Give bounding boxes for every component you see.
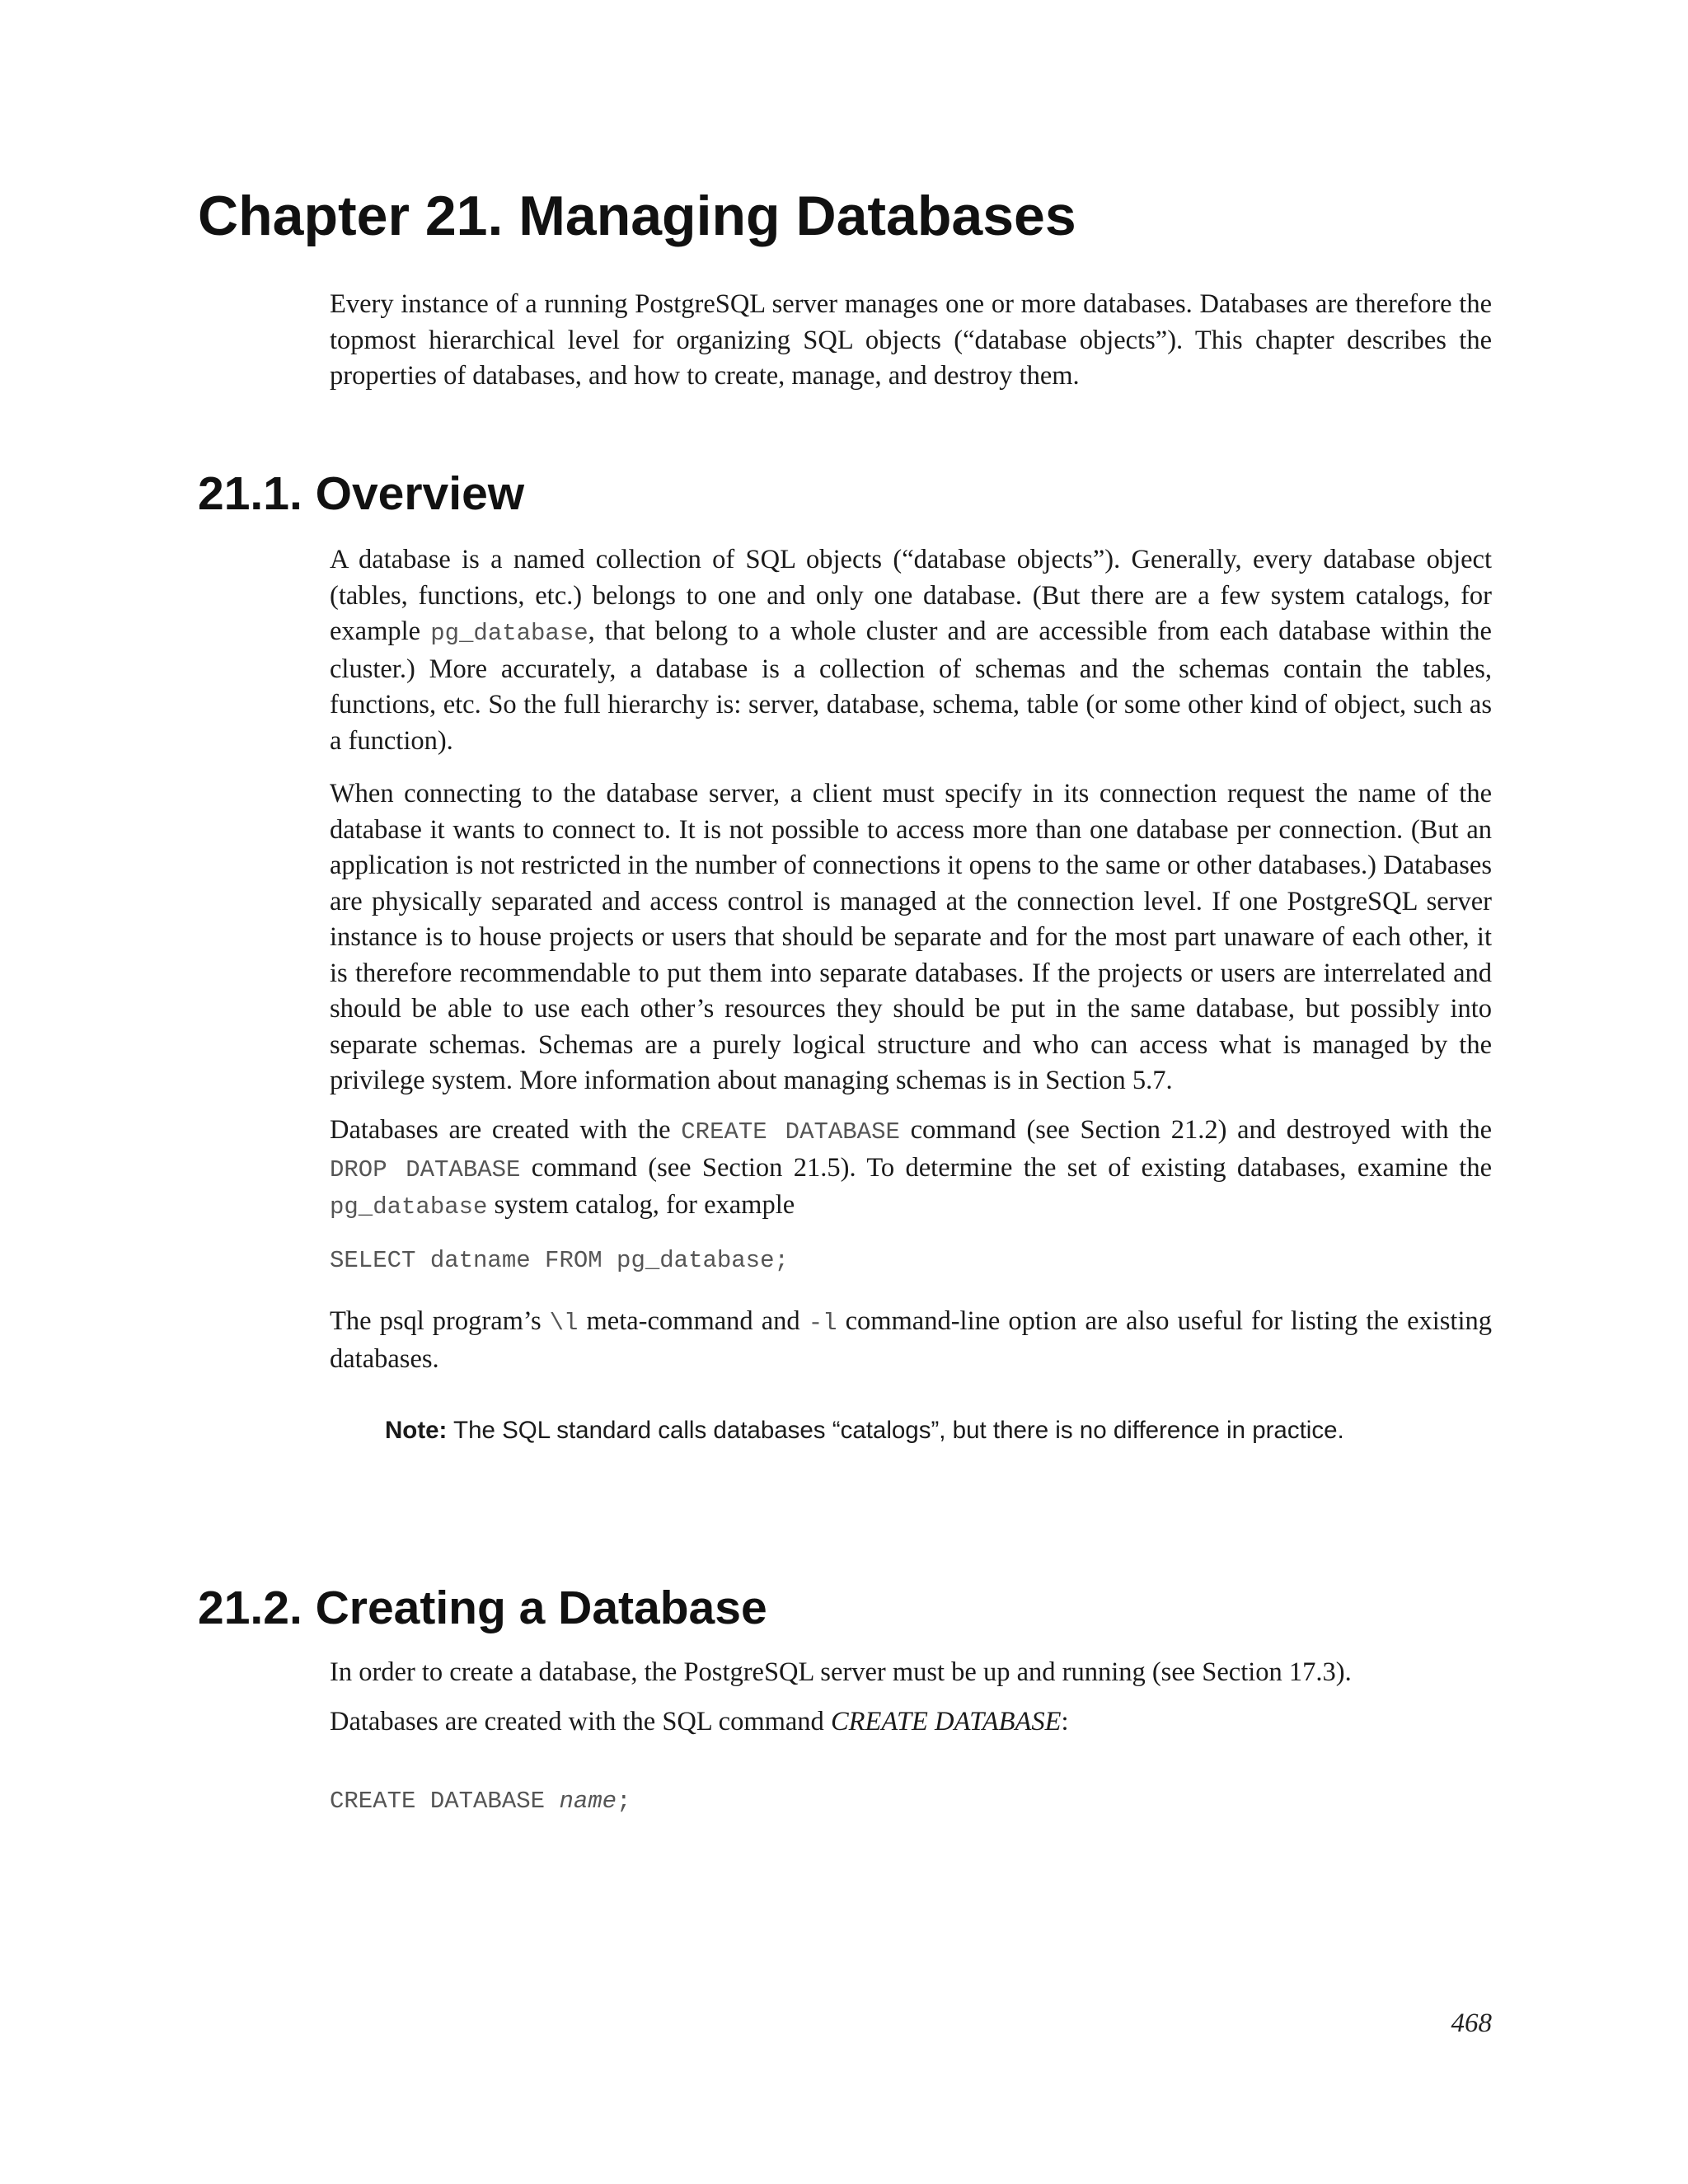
inline-code: pg_database [330,1193,488,1221]
section-heading-creating: 21.2. Creating a Database [198,1582,767,1634]
page-number: 468 [1451,2008,1492,2038]
code-example-create: CREATE DATABASE name; [330,1788,631,1815]
creating-paragraph-2: Databases are created with the SQL command CREATE DATABASE: [330,1707,1069,1736]
inline-code: CREATE DATABASE [681,1118,900,1146]
emphasis-command: CREATE DATABASE [830,1707,1062,1736]
note-text: The SQL standard calls databases “catalogs”, but there is no difference in practice. [447,1417,1344,1444]
inline-code: \l [549,1310,579,1337]
chapter-intro-block [330,287,1492,395]
overview-paragraph-1: A database is a named collection of SQL objects (“database objects”). Generally, every database object (tables, functions, etc.) belongs to one and only one database. (But there are a few system catalogs, for example pg_database, that belong to a whole cluster and are accessible from each database within the cluster.) More accurately, a database is a collection of schemas and the schemas contain the tables, functions, etc. So the full hierarchy is: server, database, schema, table (or some other kind of object, such as a function). [330,545,1492,756]
code-example-select: SELECT datname FROM pg_database; [330,1247,789,1274]
note-label: Note: [385,1417,448,1444]
inline-code: pg_database [430,620,588,647]
overview-paragraph-3: Databases are created with the CREATE DATABASE command (see Section 21.2) and destroyed with the DROP DATABASE command (see Section 21.5). To determine the set of existing databases, examine the pg_database system catalog, for example [330,1115,1493,1221]
inline-code: DROP DATABASE [330,1155,521,1183]
creating-paragraph-1: In order to create a database, the PostgreSQL server must be up and running (see Section 17.3). [330,1657,1352,1687]
note-box [385,1414,1489,1447]
code-param: name [559,1788,617,1815]
chapter-title: Chapter 21. Managing Databases [198,185,1076,247]
section-heading-overview: 21.1. Overview [198,467,525,520]
overview-paragraph-2: When connecting to the database server, a client must specify in its connection request the name of the database it wants to connect to. It is not possible to access more than one database per connection. (But an application is not restricted in the number of connections it opens to the same or other databases.) Databases are physically separated and access control is managed at the connection level. If one PostgreSQL server instance is to house projects or users that should be separate and for the most part unaware of each other, it is therefore recommendable to put them into separate databases. If the projects or users are interrelated and should be able to use each other’s resources they should be put in the same database, but possibly into separate schemas. Schemas are a purely logical structure and who can access what is managed by the privilege system. More information about managing schemas is in Section 5.7. [330,779,1492,1095]
chapter-intro: Every instance of a running PostgreSQL server manages one or more databases. Databases are therefore the topmost hierarchical level for organizing SQL objects (“database objects”). This chapter describes the properties of databases, and how to create, manage, and destroy them. [330,289,1492,391]
overview-paragraph-4: The psql program’s \l meta-command and -l command-line option are also useful for listing the existing databases. [330,1306,1492,1374]
inline-code: -l [808,1310,837,1337]
